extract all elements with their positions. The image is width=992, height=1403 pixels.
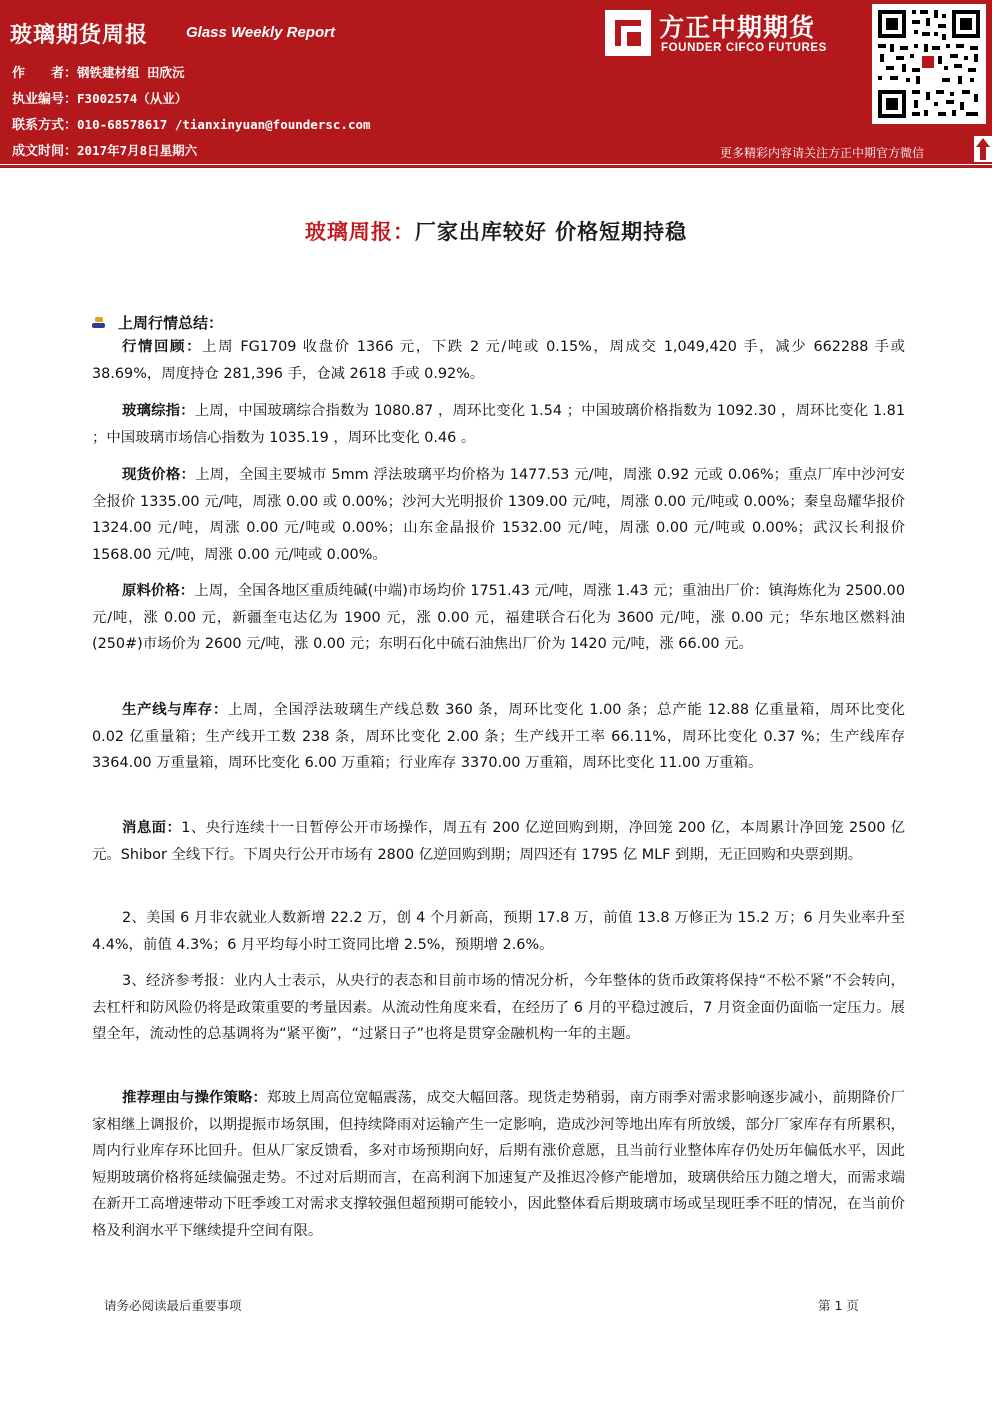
paragraph-spot-price: [92, 462, 905, 568]
brand-name-cn: 方正中期期货: [659, 13, 816, 42]
report-header: [0, 0, 992, 164]
date-value: 2017年7月8日星期六: [77, 143, 198, 158]
document-title: [0, 216, 992, 246]
date-row: [12, 140, 197, 159]
section-heading-text: 上周行情总结：: [118, 314, 224, 332]
paragraph-text: 上周，全国各地区重质纯碱(中端)市场均价 1751.43 元/吨，周涨 1.43 元；重油出厂价：镇海炼化为 2500.00 元/吨，涨 0.00 元，新疆奎屯达亿为 1900 元，涨 0.00 元，福建联合石化为 3600 元/吨，涨 0.00 元；华东地区燃料油(250#)市场价为 2600 元/吨，涨 0.00 元；东明石化中硫石油焦出厂价为 1420 元/吨，涨 66.00 元。: [92, 583, 905, 652]
brand-block: [605, 8, 860, 60]
document-title-label: 玻璃周报：: [304, 220, 415, 244]
paragraph-key: 玻璃综指：: [122, 403, 195, 419]
founder-logo-icon: [605, 10, 651, 56]
paragraph-key: 现货价格：: [122, 467, 196, 483]
paragraph-text: 上周，中国玻璃综合指数为 1080.87 ，周环比变化 1.54 ；中国玻璃价格指数为 1092.30 ，周环比变化 1.81 ；中国玻璃市场信心指数为 1035.19 ，周环比变化 0.46 。: [92, 403, 905, 446]
brand-name-en: FOUNDER CIFCO FUTURES: [661, 42, 827, 54]
author-row: [12, 62, 185, 81]
paragraph-strategy: [92, 1085, 905, 1244]
paragraph-text: 3、经济参考报：业内人士表示，从央行的表态和目前市场的情况分析，今年整体的货币政策将保持“不松不紧”不会转向，去杠杆和防风险仍将是政策重要的考量因素。从流动性角度来看，在经历了 6 月的平稳过渡后，7 月资金面仍面临一定压力。展望全年，流动性的总基调将为“紧平衡”，“过紧日子”也将是贯穿金融机构一年的主题。: [92, 973, 905, 1042]
qr-code-icon: [872, 4, 986, 124]
up-arrow-icon: [974, 136, 992, 162]
license-label: 执业编号：: [12, 92, 78, 107]
paragraph-text: 2、美国 6 月非农就业人数新增 22.2 万，创 4 个月新高，预期 17.8 万，前值 13.8 万修正为 15.2 万；6 月失业率升至 4.4%，前值 4.3%；6 月平均每小时工资同比增 2.5%，预期增 2.6%。: [92, 910, 905, 953]
contact-row: [12, 114, 371, 133]
section-heading: [92, 312, 223, 333]
paragraph-text: 郑玻上周高位宽幅震荡，成交大幅回落。现货走势稍弱，南方雨季对需求影响逐步减小，前期降价厂家相继上调报价，以期提振市场氛围，但持续降雨对运输产生一定影响，造成沙河等地出库有所放缓，部分厂家库存有所累积，周内行业库存环比回升。但从厂家反馈看，多对市场预期向好，后期有涨价意愿，且当前行业整体库存仍处历年偏低水平，因此短期玻璃价格将延续偏强走势。不过对后期而言，在高利润下加速复产及推迟冷修产能增加，玻璃供给压力随之增大，而需求端在新开工高增速带动下旺季竣工对需求支撑较强但超预期可能较小，因此整体看后期玻璃市场或呈现旺季不旺的情况，在当前价格及利润水平下继续提升空间有限。: [92, 1090, 905, 1239]
wechat-follow-text: 更多精彩内容请关注方正中期官方微信: [720, 146, 925, 160]
paragraph-key: 推荐理由与操作策略：: [122, 1090, 268, 1106]
header-divider: [0, 165, 992, 168]
page-number: 第 1 页: [818, 1298, 859, 1313]
paragraph-news-3: [92, 968, 905, 1048]
paragraph-text: 上周，全国浮法玻璃生产线总数 360 条，周环比变化 1.00 条；总产能 12.88 亿重量箱，周环比变化 0.02 亿重量箱；生产线开工数 238 条，周环比变化 2.00 条；生产线开工率 66.11%，周环比变化 0.37 %；生产线库存 3364.00 万重量箱，周环比变化 6.00 万重箱；行业库存 3370.00 万重箱，周环比变化 11.00 万重箱。: [92, 702, 905, 771]
section-bullet-icon: [92, 317, 106, 329]
paragraph-raw-material: [92, 578, 905, 658]
paragraph-key: 生产线与库存：: [122, 702, 228, 718]
paragraph-production-inventory: [92, 697, 905, 777]
footer-disclaimer-note: 请务必阅读最后重要事项: [104, 1298, 242, 1313]
paragraph-glass-index: [92, 398, 905, 451]
contact-value[interactable]: 010-68578617 /tianxinyuan@foundersc.com: [77, 117, 371, 132]
license-value: F3002574（从业）: [77, 91, 188, 106]
author-value: 钢铁建材组 田欣沅: [77, 65, 185, 80]
date-label: 成文时间：: [12, 144, 78, 159]
paragraph-key: 消息面：: [122, 820, 182, 836]
license-row: [12, 88, 187, 107]
paragraph-market-review: [92, 334, 905, 387]
author-label: 作 者：: [12, 66, 78, 81]
paragraph-text: 上周，全国主要城市 5mm 浮法玻璃平均价格为 1477.53 元/吨，周涨 0.92 元或 0.06%；重点厂库中沙河安全报价 1335.00 元/吨，周涨 0.00 或 0.00%；沙河大光明报价 1309.00 元/吨，周涨 0.00 元/吨或 0.00%；秦皇岛耀华报价 1324.00 元/吨，周涨 0.00 元/吨或 0.00%；山东金晶报价 1532.00 元/吨，周涨 0.00 元/吨或 0.00%；武汉长利报价 1568.00 元/吨，周涨 0.00 元/吨或 0.00%。: [92, 467, 905, 563]
paragraph-key: 行情回顾：: [122, 339, 203, 355]
report-subtitle: Glass Weekly Report: [186, 24, 335, 41]
paragraph-text: 1、央行连续十一日暂停公开市场操作，周五有 200 亿逆回购到期，净回笼 200 亿，本周累计净回笼 2500 亿元。Shibor 全线下行。下周央行公开市场有 2800 亿逆回购到期；周四还有 1795 亿 MLF 到期，无正回购和央票到期。: [92, 820, 905, 863]
document-title-text: 厂家出库较好 价格短期持稳: [414, 220, 688, 244]
paragraph-news-2: [92, 905, 905, 958]
contact-label: 联系方式：: [12, 118, 78, 133]
report-title: 玻璃期货周报: [10, 23, 149, 48]
paragraph-key: 原料价格：: [122, 583, 195, 599]
paragraph-text: 上周 FG1709 收盘价 1366 元，下跌 2 元/吨或 0.15%，周成交 1,049,420 手，减少 662288 手或 38.69%，周度持仓 281,396 手，仓减 2618 手或 0.92%。: [92, 339, 905, 382]
paragraph-news-1: [92, 815, 905, 868]
